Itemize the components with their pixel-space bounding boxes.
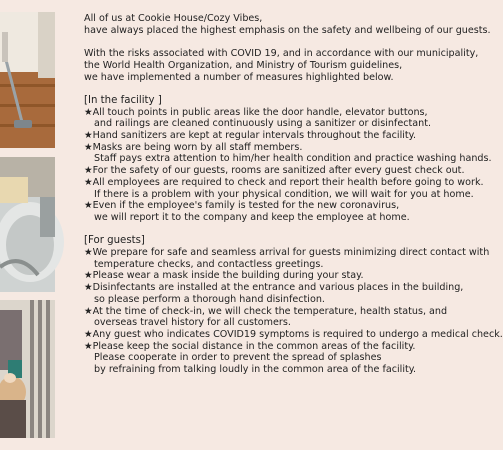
guest-measures-list: [84, 247, 503, 376]
measure-continuation-line: so please perform a thorough hand disinfection.: [94, 293, 325, 305]
facility-measures-list: [84, 106, 492, 224]
measure-item: ★At the time of check-in, we will check the temperature, health status, and: [84, 305, 448, 317]
measure-continuation-line: we will report it to the company and keep the employee at home.: [94, 211, 410, 223]
photo-sink-sanitizing: [0, 157, 55, 292]
measure-continuation-line: Staff pays extra attention to him/her health condition and practice washing hands.: [94, 153, 492, 165]
measure-item: ★Disinfectants are installed at the entrance and various places in the building,: [84, 282, 464, 294]
measure-item: ★Masks are being worn by all staff members.: [84, 141, 303, 153]
measure-continuation-line: Please cooperate in order to prevent the spread of splashes: [94, 352, 382, 364]
measure-item: ★Any guest who indicates COVID19 symptoms is required to undergo a medical check.: [84, 328, 503, 340]
measure-item: ★Hand sanitizers are kept at regular intervals throughout the facility.: [84, 130, 417, 141]
measure-item: ★Please wear a mask inside the building during your stay.: [84, 270, 364, 282]
measure-continuation-line: by refraining from talking loudly in the common area of the facility.: [94, 364, 417, 376]
section-heading-facility: [In the facility ]: [84, 94, 162, 106]
measure-continuation-line: overseas travel history for all customers.: [94, 317, 291, 329]
intro-line: the World Health Organization, and Ministry of Tourism guidelines,: [84, 59, 403, 71]
announcement-text: [84, 13, 503, 376]
measure-continuation-line: temperature checks, and contactless greetings.: [94, 258, 324, 270]
photo-staff-disinfecting: [0, 300, 55, 438]
measure-item: ★All touch points in public areas like the door handle, elevator buttons,: [84, 106, 428, 118]
intro-line: we have implemented a number of measures highlighted below.: [84, 71, 394, 83]
measure-item: ★Please keep the social distance in the common areas of the facility.: [84, 340, 416, 352]
measure-item: ★We prepare for safe and seamless arrival for guests minimizing direct contact with: [84, 247, 490, 259]
intro-line: have always placed the highest emphasis on the safety and wellbeing of our guests.: [84, 24, 491, 36]
measure-item: ★For the safety of our guests, rooms are sanitized after every guest check out.: [84, 165, 465, 177]
measure-item: ★Even if the employee's family is tested for the new coronavirus,: [84, 200, 400, 212]
photo-cleaning-vacuum: [0, 12, 55, 148]
intro-line: All of us at Cookie House/Cozy Vibes,: [84, 13, 263, 24]
measure-continuation-line: If there is a problem with your physical condition, we will wait for you at home.: [94, 188, 474, 200]
section-heading-guests: [For guests]: [84, 235, 145, 247]
intro-line: With the risks associated with COVID 19, and in accordance with our municipality,: [84, 48, 479, 60]
measure-item: ★All employees are required to check and report their health before going to work.: [84, 176, 484, 188]
measure-continuation-line: and railings are cleaned continuously using a sanitizer or disinfectant.: [94, 118, 432, 130]
